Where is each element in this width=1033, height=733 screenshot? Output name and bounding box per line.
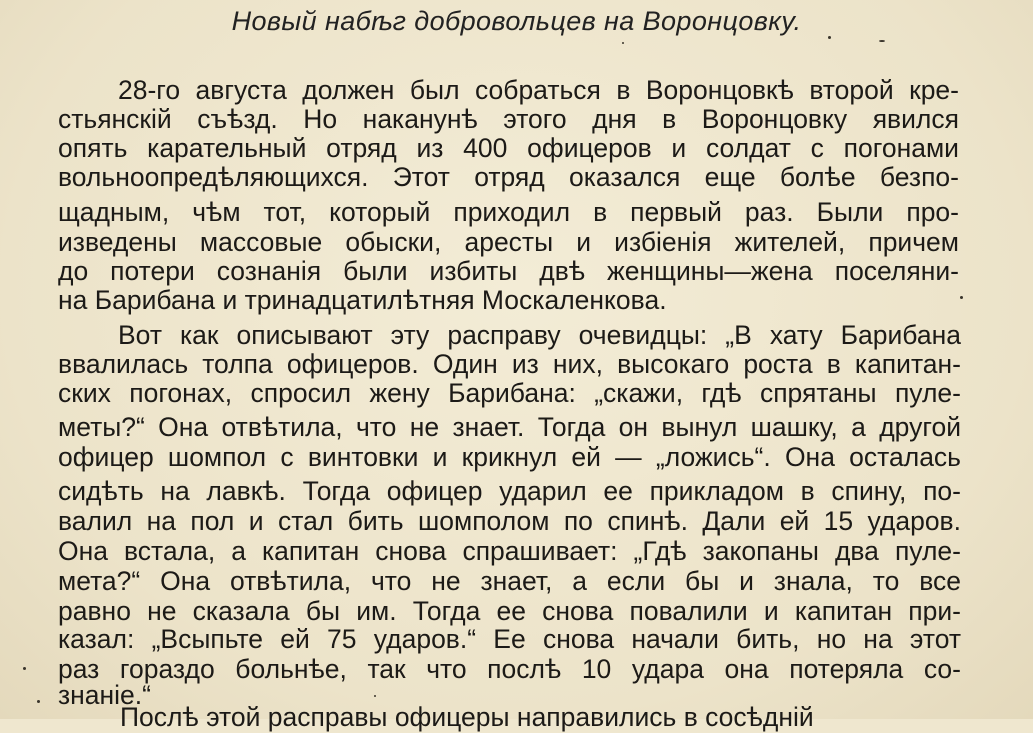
text-line: казал: „Всыпьте ей 75 ударов.“ Ее снова начали бить, но на этот: [58, 624, 961, 654]
text-line: Она встала, а капитан снова спрашивает: „Гдѣ закопаны два пуле-: [58, 536, 961, 566]
text-line: ввалилась толпа офицеров. Один из них, высокаго роста в капитан-: [58, 349, 961, 379]
text-line: раз гораздо больнѣе, так что послѣ 10 удара она потеряла со-: [58, 654, 961, 684]
truncated-text: Послѣ этой расправы офицеры направились в сосѣдній: [120, 702, 814, 732]
text-line: ских погонах, спросил жену Барибана: „скажи, гдѣ спрятаны пуле-: [58, 378, 961, 408]
text-line: вольноопредѣляющихся. Этот отряд оказался еще болѣе безпо-: [58, 162, 959, 192]
text-line: Вот как описывают эту расправу очевидцы: „В хату Барибана: [118, 320, 961, 350]
scan-speck: [23, 667, 26, 670]
section-heading: Новый набѣг добровольцев на Воронцовку.: [231, 6, 802, 36]
text-line: меты?“ Она отвѣтила, что не знает. Тогда он вынул шашку, а другой: [58, 412, 961, 442]
text-line: опять карательный отряд из 400 офицеров и солдат с погонами: [58, 133, 959, 163]
scan-speck: [374, 695, 376, 697]
truncated-text-line: [60, 702, 960, 732]
text-line: изведены массовые обыски, аресты и избіенія жителей, причем: [58, 227, 959, 257]
text-line: до потери сознанія были избиты двѣ женщины—жена поселяни-: [58, 256, 959, 286]
text-line: сидѣть на лавкѣ. Тогда офицер ударил ее прикладом в спину, по-: [58, 476, 961, 506]
text-line: щадным, чѣм тот, который приходил в первый раз. Были про-: [58, 197, 959, 227]
scan-speck: [960, 296, 963, 299]
scan-speck: [37, 700, 40, 703]
text-line: стьянскій съѣзд. Но наканунѣ этого дня в Воронцовку явился: [58, 104, 959, 134]
text-line: валил на пол и стал бить шомполом по спинѣ. Дали ей 15 ударов.: [58, 506, 961, 536]
text-line: знаніе.“: [58, 680, 151, 710]
scan-speck: [879, 40, 885, 42]
text-line: на Барибана и тринадцатилѣтняя Москаленкова.: [58, 285, 667, 315]
text-line: 28-го августа должен был собраться в Воронцовкѣ второй кре-: [118, 75, 959, 105]
scan-speck: [828, 36, 831, 39]
text-line: мета?“ Она отвѣтила, что не знает, а если бы и знала, то все: [58, 566, 961, 596]
text-line: офицер шомпол с винтовки и крикнул ей — „ложись“. Она осталась: [58, 442, 961, 472]
scan-speck: [622, 42, 624, 44]
text-line: равно не сказала бы им. Тогда ее снова повалили и капитан при-: [58, 596, 961, 626]
